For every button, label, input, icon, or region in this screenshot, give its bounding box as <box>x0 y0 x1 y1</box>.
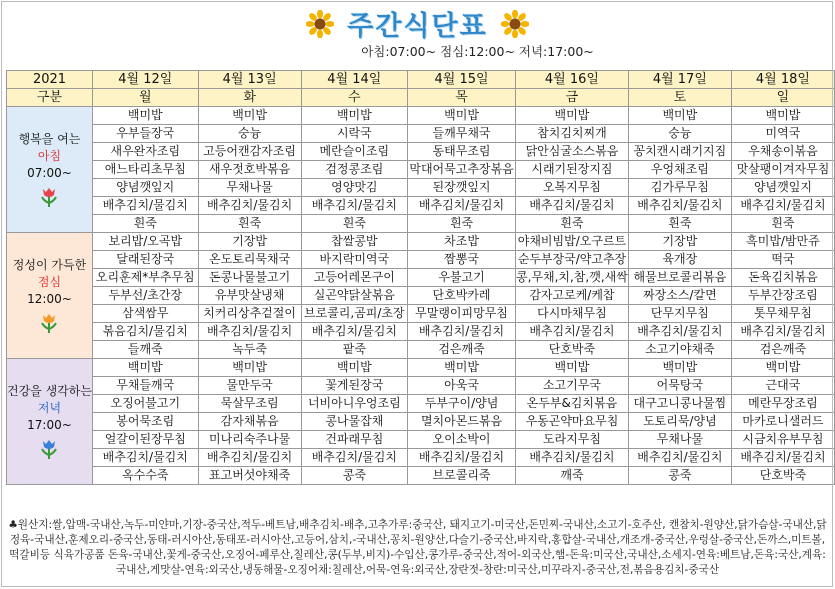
menu-cell: 백미밥 <box>731 359 834 377</box>
tulip-icon <box>38 312 60 334</box>
menu-cell: 시래기된장지짐 <box>516 161 629 179</box>
page-title: 주간식단표 <box>347 11 488 42</box>
meal-time: 12:00~ <box>27 292 72 306</box>
menu-cell: 배추김치/물김치 <box>92 197 198 215</box>
lunch-row <box>7 269 835 287</box>
weekly-menu-table <box>6 70 835 485</box>
date-cell: 4월 18일 <box>731 71 834 89</box>
lunch-row <box>7 305 835 323</box>
menu-cell: 너비아니우엉조림 <box>301 395 407 413</box>
menu-cell: 백미밥 <box>301 107 407 125</box>
tulip-icon <box>38 438 60 460</box>
breakfast-row <box>7 107 835 125</box>
dinner-row <box>7 467 835 485</box>
menu-cell: 들깨무채국 <box>408 125 516 143</box>
menu-cell: 물만두국 <box>198 377 301 395</box>
meal-label: 정성이 가득한 <box>12 258 87 272</box>
meal-label: 건강을 생각하는 <box>7 384 92 398</box>
menu-cell: 배추김치/물김치 <box>408 323 516 341</box>
menu-cell: 흰죽 <box>301 215 407 233</box>
date-cell: 4월 15일 <box>408 71 516 89</box>
menu-cell: 된장깻잎지 <box>408 179 516 197</box>
menu-cell: 깨죽 <box>516 467 629 485</box>
menu-cell: 메란슬이조림 <box>301 143 407 161</box>
menu-cell: 백미밥 <box>628 107 731 125</box>
menu-cell: 시락국 <box>301 125 407 143</box>
menu-cell: 단호박죽 <box>731 467 834 485</box>
menu-cell: 배추김치/물김치 <box>198 323 301 341</box>
menu-cell: 콩죽 <box>301 467 407 485</box>
menu-cell: 배추김치/물김치 <box>408 197 516 215</box>
menu-cell: 차조밥 <box>408 233 516 251</box>
menu-cell: 도토리묵/양념 <box>628 413 731 431</box>
menu-cell: 치커리상추겉절이 <box>198 305 301 323</box>
menu-cell: 콩,무채,치,참,깻,새싹 <box>516 269 629 287</box>
menu-cell: 배추김치/물김치 <box>92 449 198 467</box>
menu-cell: 오징어불고기 <box>92 395 198 413</box>
menu-cell: 무채나물 <box>198 179 301 197</box>
menu-cell: 흰죽 <box>628 215 731 233</box>
date-cell: 4월 17일 <box>628 71 731 89</box>
menu-cell: 기장밥 <box>628 233 731 251</box>
category-cell: 구분 <box>7 89 93 107</box>
tulip-icon <box>38 186 60 208</box>
breakfast-row <box>7 215 835 233</box>
menu-cell: 흰죽 <box>731 215 834 233</box>
menu-cell: 꽁치캔시래기지짐 <box>628 143 731 161</box>
menu-cell: 다시마채무침 <box>516 305 629 323</box>
menu-cell: 짬뽕국 <box>408 251 516 269</box>
menu-cell: 두부간장조림 <box>731 287 834 305</box>
menu-cell: 콩죽 <box>628 467 731 485</box>
lunch-row <box>7 323 835 341</box>
menu-cell: 도라지무침 <box>516 431 629 449</box>
menu-cell: 볶음김치/물김치 <box>92 323 198 341</box>
menu-cell: 메란무장조림 <box>731 395 834 413</box>
menu-cell: 건파래무침 <box>301 431 407 449</box>
menu-cell: 톳무채무침 <box>731 305 834 323</box>
menu-cell: 보리밥/오곡밥 <box>92 233 198 251</box>
lunch-row <box>7 341 835 359</box>
menu-cell: 배추김치/물김치 <box>731 323 834 341</box>
menu-cell: 근대국 <box>731 377 834 395</box>
menu-cell: 참치김치찌개 <box>516 125 629 143</box>
menu-cell: 배추김치/물김치 <box>516 323 629 341</box>
weekday-cell: 수 <box>301 89 407 107</box>
meal-name: 아침 <box>37 149 62 163</box>
menu-cell: 해물브로콜리볶음 <box>628 269 731 287</box>
weekday-cell: 화 <box>198 89 301 107</box>
menu-cell: 배추김치/물김치 <box>198 197 301 215</box>
weekday-row <box>7 89 835 107</box>
menu-cell: 우동곤약마요무침 <box>516 413 629 431</box>
menu-cell: 팥죽 <box>301 341 407 359</box>
menu-cell: 검은깨죽 <box>731 341 834 359</box>
menu-cell: 감자채볶음 <box>198 413 301 431</box>
menu-cell: 배추김치/물김치 <box>628 323 731 341</box>
menu-cell: 멸치아몬드볶음 <box>408 413 516 431</box>
date-cell: 4월 16일 <box>516 71 629 89</box>
menu-cell: 백미밥 <box>198 359 301 377</box>
menu-cell: 기장밥 <box>198 233 301 251</box>
menu-cell: 백미밥 <box>92 107 198 125</box>
menu-cell: 양념깻잎지 <box>731 179 834 197</box>
menu-cell: 콩나물잡채 <box>301 413 407 431</box>
menu-cell: 온두부&김치볶음 <box>516 395 629 413</box>
menu-cell: 흰죽 <box>408 215 516 233</box>
menu-cell: 배추김치/물김치 <box>408 449 516 467</box>
dinner-label-cell <box>7 359 93 485</box>
menu-cell: 시금치유부무침 <box>731 431 834 449</box>
breakfast-row <box>7 197 835 215</box>
meal-time: 07:00~ <box>27 166 72 180</box>
menu-cell: 꽃게된장국 <box>301 377 407 395</box>
menu-cell: 미나리숙주나물 <box>198 431 301 449</box>
menu-cell: 표고버섯야채죽 <box>198 467 301 485</box>
menu-cell: 맛살팽이겨자무침 <box>731 161 834 179</box>
menu-cell: 우채송이볶음 <box>731 143 834 161</box>
lunch-row <box>7 251 835 269</box>
origin-footnote: ♣원산지:쌀,압맥-국내산,녹두-미얀마,기장-중국산,적두-베트남,배추김치-배추,고추가루:중국산, 돼지고기-미국산,돈민찌-국내산,소고기-호주산, 캔참치-원양산,닭가슴살-국내산,닭정육-국내산,훈제오리-중국산,동태-러시아산,동태포-러시아산,고등어,삼치,-국내산,꽁치-원양산,다슬기-중국산,바지락,홍합살-국내산,개조개-중국산,우렁살-중국산,돈까스,미트볼,떡갈비등 식육가공품 돈육-국내산,꽃게-중국산,오징어-페루산,칠레산,콩(두부,비지)-수입산,콩가루-중국산,적어-외국산,햄-돈육:미국산,국내산,소세지-연육:베트남,돈육:국산,계육:국내산,게맛살-연육:외국산,냉동해물-오징어채:칠레산,어묵-연육:외국산,장란젓-창란:미국산,미꾸라지-중국산,전,볶음용김치-중국산 <box>8 519 827 576</box>
menu-cell: 오복지무침 <box>516 179 629 197</box>
menu-cell: 백미밥 <box>301 359 407 377</box>
menu-cell: 배추김치/물김치 <box>731 449 834 467</box>
menu-cell: 흰죽 <box>92 215 198 233</box>
menu-cell: 숭늉 <box>628 125 731 143</box>
menu-cell: 우엉채조림 <box>628 161 731 179</box>
menu-cell: 소고기무국 <box>516 377 629 395</box>
menu-cell: 바지락미역국 <box>301 251 407 269</box>
dinner-row <box>7 395 835 413</box>
menu-cell: 단호박카레 <box>408 287 516 305</box>
menu-cell: 새우완자조림 <box>92 143 198 161</box>
menu-cell: 온도토리묵채국 <box>198 251 301 269</box>
menu-cell: 마카로니샐러드 <box>731 413 834 431</box>
dinner-row <box>7 449 835 467</box>
menu-cell: 단호박죽 <box>516 341 629 359</box>
menu-cell: 녹두죽 <box>198 341 301 359</box>
menu-cell: 동태무조림 <box>408 143 516 161</box>
menu-cell: 백미밥 <box>628 359 731 377</box>
dinner-row <box>7 377 835 395</box>
menu-cell: 백미밥 <box>198 107 301 125</box>
menu-cell: 무말랭이피망무침 <box>408 305 516 323</box>
menu-cell: 얼갈이된장무침 <box>92 431 198 449</box>
date-cell: 4월 12일 <box>92 71 198 89</box>
year-cell: 2021 <box>7 71 93 89</box>
menu-cell: 배추김치/물김치 <box>301 323 407 341</box>
menu-cell: 숭늉 <box>198 125 301 143</box>
dinner-row <box>7 413 835 431</box>
lunch-row <box>7 287 835 305</box>
menu-cell: 삼색쌈무 <box>92 305 198 323</box>
menu-cell: 돈콩나물불고기 <box>198 269 301 287</box>
menu-cell: 오리훈제*부추무침 <box>92 269 198 287</box>
breakfast-row <box>7 143 835 161</box>
menu-cell: 검정콩조림 <box>301 161 407 179</box>
meal-label: 행복을 여는 <box>18 132 81 146</box>
menu-cell: 검은깨죽 <box>408 341 516 359</box>
menu-cell: 배추김치/물김치 <box>198 449 301 467</box>
weekday-cell: 토 <box>628 89 731 107</box>
menu-cell: 김가루무침 <box>628 179 731 197</box>
date-cell: 4월 13일 <box>198 71 301 89</box>
menu-cell: 두부구이/양념 <box>408 395 516 413</box>
menu-cell: 봉어묵조림 <box>92 413 198 431</box>
weekday-cell: 일 <box>731 89 834 107</box>
menu-cell: 어묵탕국 <box>628 377 731 395</box>
date-row <box>7 71 835 89</box>
breakfast-row <box>7 161 835 179</box>
sunflower-icon <box>306 10 334 38</box>
menu-cell: 애느타리초무침 <box>92 161 198 179</box>
menu-cell: 옥수수죽 <box>92 467 198 485</box>
menu-cell: 들깨죽 <box>92 341 198 359</box>
menu-cell: 달래된장국 <box>92 251 198 269</box>
title-row <box>0 4 835 43</box>
breakfast-label-cell <box>7 107 93 233</box>
weekday-cell: 금 <box>516 89 629 107</box>
menu-cell: 아욱국 <box>408 377 516 395</box>
menu-cell: 실곤약닭살볶음 <box>301 287 407 305</box>
sunflower-icon <box>501 10 529 38</box>
menu-cell: 감자고로케/케찹 <box>516 287 629 305</box>
menu-cell: 백미밥 <box>731 107 834 125</box>
menu-cell: 소고기야채죽 <box>628 341 731 359</box>
meal-name: 점심 <box>37 275 62 289</box>
weekday-cell: 목 <box>408 89 516 107</box>
menu-cell: 양념깻잎지 <box>92 179 198 197</box>
menu-cell: 흰죽 <box>198 215 301 233</box>
menu-cell: 고등어레몬구이 <box>301 269 407 287</box>
menu-cell: 야채비빔밥/오구르트 <box>516 233 629 251</box>
menu-cell: 흰죽 <box>516 215 629 233</box>
dinner-row <box>7 359 835 377</box>
menu-cell: 백미밥 <box>408 359 516 377</box>
menu-cell: 브로콜리,곰피/초장 <box>301 305 407 323</box>
menu-cell: 배추김치/물김치 <box>301 449 407 467</box>
menu-cell: 무채들깨국 <box>92 377 198 395</box>
menu-cell: 오이소박이 <box>408 431 516 449</box>
menu-cell: 흑미밥/밤만쥬 <box>731 233 834 251</box>
menu-cell: 브로콜리죽 <box>408 467 516 485</box>
menu-cell: 백미밥 <box>408 107 516 125</box>
menu-cell: 배추김치/물김치 <box>301 197 407 215</box>
menu-cell: 우부들장국 <box>92 125 198 143</box>
menu-cell: 무채나물 <box>628 431 731 449</box>
breakfast-row <box>7 179 835 197</box>
menu-cell: 짜장소스/칼면 <box>628 287 731 305</box>
menu-cell: 배추김치/물김치 <box>628 449 731 467</box>
menu-cell: 고등어캔감자조림 <box>198 143 301 161</box>
menu-cell: 백미밥 <box>516 359 629 377</box>
menu-cell: 미역국 <box>731 125 834 143</box>
meal-name: 저녁 <box>37 401 62 415</box>
menu-cell: 순두부장국/약고추장 <box>516 251 629 269</box>
menu-cell: 백미밥 <box>516 107 629 125</box>
menu-cell: 두부선/초간장 <box>92 287 198 305</box>
menu-cell: 찹쌀콩밥 <box>301 233 407 251</box>
menu-cell: 배추김치/물김치 <box>731 197 834 215</box>
menu-cell: 우불고기 <box>408 269 516 287</box>
menu-cell: 영양맛김 <box>301 179 407 197</box>
meal-time: 17:00~ <box>27 418 72 432</box>
menu-cell: 유부맛살냉채 <box>198 287 301 305</box>
menu-cell: 배추김치/물김치 <box>516 197 629 215</box>
menu-cell: 육개장 <box>628 251 731 269</box>
page-header <box>0 0 835 68</box>
weekday-cell: 월 <box>92 89 198 107</box>
menu-cell: 백미밥 <box>92 359 198 377</box>
breakfast-row <box>7 125 835 143</box>
menu-cell: 배추김치/물김치 <box>516 449 629 467</box>
menu-cell: 막대어묵고추장볶음 <box>408 161 516 179</box>
date-cell: 4월 14일 <box>301 71 407 89</box>
menu-cell: 배추김치/물김치 <box>628 197 731 215</box>
menu-cell: 대구고니콩나물찜 <box>628 395 731 413</box>
menu-cell: 닭안심굴소스볶음 <box>516 143 629 161</box>
lunch-row <box>7 233 835 251</box>
meal-times: 아침:07:00~ 점심:12:00~ 저녁:17:00~ <box>361 44 594 59</box>
menu-cell: 새우젓호박볶음 <box>198 161 301 179</box>
menu-cell: 단무지무침 <box>628 305 731 323</box>
dinner-row <box>7 431 835 449</box>
menu-cell: 묵살무조림 <box>198 395 301 413</box>
menu-cell: 떡국 <box>731 251 834 269</box>
menu-cell: 돈육김치볶음 <box>731 269 834 287</box>
lunch-label-cell <box>7 233 93 359</box>
